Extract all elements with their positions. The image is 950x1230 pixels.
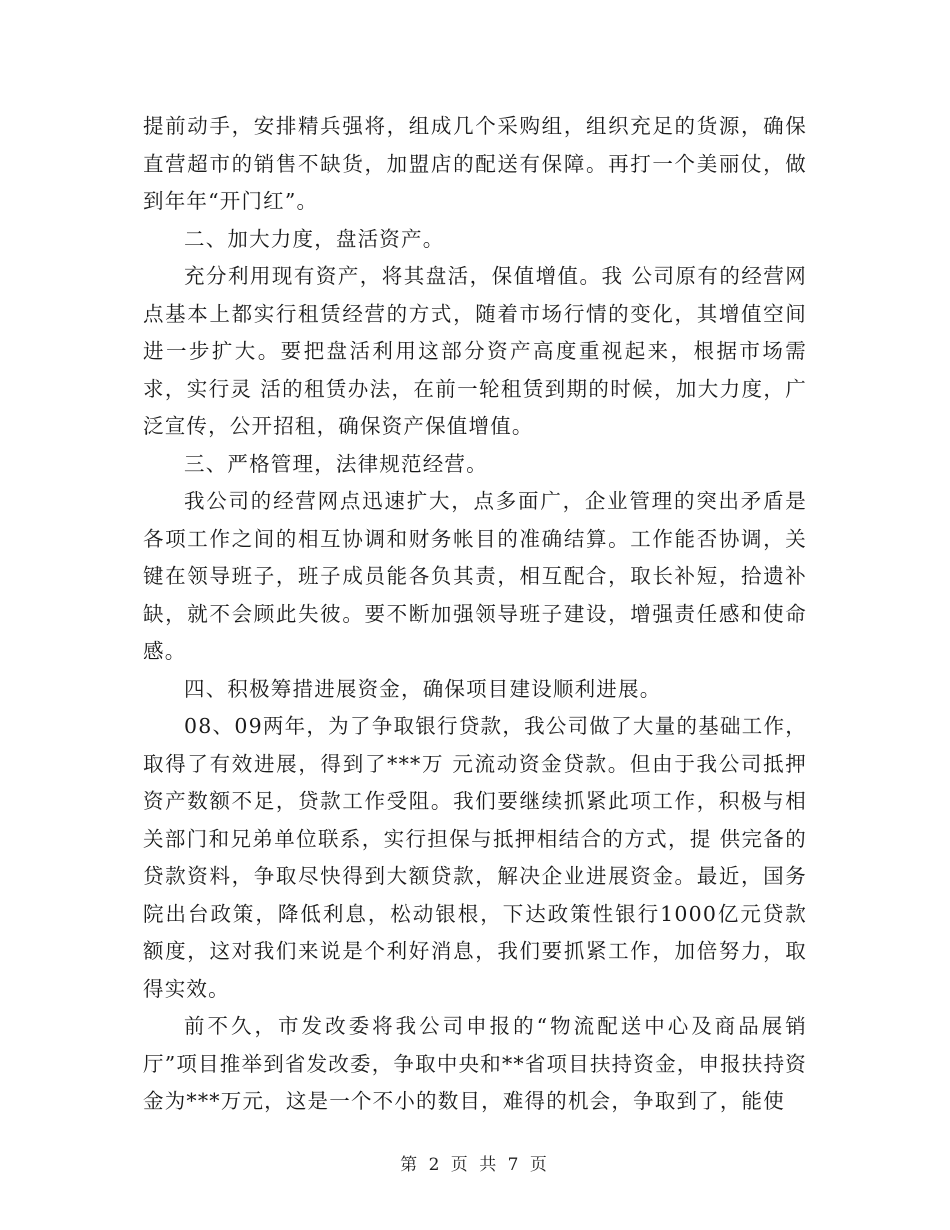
paragraph-project: 前不久，市发改委将我公司申报的“物流配送中心及商品展销厅”项目推举到省发改委，争取中央和**省项目扶持资金，申报扶持资金为***万元，这是一个不小的数目，难得的机会，争取到了，能使 — [143, 1014, 807, 1113]
page-footer: 第 2 页 共 7 页 — [400, 1155, 550, 1175]
paragraph-management: 我公司的经营网点迅速扩大，点多面广，企业管理的突出矛盾是各项工作之间的相互协调和财务帐目的准确结算。工作能否协调，关键在领导班子，班子成员能各负其责，相互配合，取长补短，拾遗补缺，就不会顾此失彼。要不断加强领导班子建设，增强责任感和使命感。 — [143, 489, 807, 663]
paragraph-intro: 提前动手，安排精兵强将，组成几个采购组，组织充足的货源，确保直营超市的销售不缺货，加盟店的配送有保障。再打一个美丽仗，做到年年“开门红”。 — [143, 114, 807, 213]
section-heading-3: 三、严格管理，法律规范经营。 — [184, 451, 488, 476]
section-heading-4: 四、积极筹措进展资金，确保项目建设顺利进展。 — [184, 676, 662, 701]
document-body — [143, 108, 807, 1121]
paragraph-assets: 充分利用现有资产，将其盘活，保值增值。我 公司原有的经营网点基本上都实行租赁经营的方式，随着市场行情的变化，其增值空间进一步扩大。要把盘活利用这部分资产高度重视起来，根据市场需求，实行灵 活的租赁办法，在前一轮租赁到期的时候，加大力度，广泛宣传，公开招租，确保资产保值增值。 — [143, 264, 807, 438]
paragraph-funding: 08、09两年，为了争取银行贷款，我公司做了大量的基础工作，取得了有效进展，得到了***万 元流动资金贷款。但由于我公司抵押资产数额不足，贷款工作受阻。我们要继续抓紧此项工作，积极与相关部门和兄弟单位联系，实行担保与抵押相结合的方式，提 供完备的贷款资料，争取尽快得到大额贷款，解决企业进展资金。最近，国务院出台政策，降低利息，松动银根，下达政策性银行1000亿元贷款额度，这对我们来说是个利好消息，我们要抓紧工作，加倍努力，取得实效。 — [143, 714, 807, 1001]
section-heading-2: 二、加大力度，盘活资产。 — [184, 226, 445, 251]
